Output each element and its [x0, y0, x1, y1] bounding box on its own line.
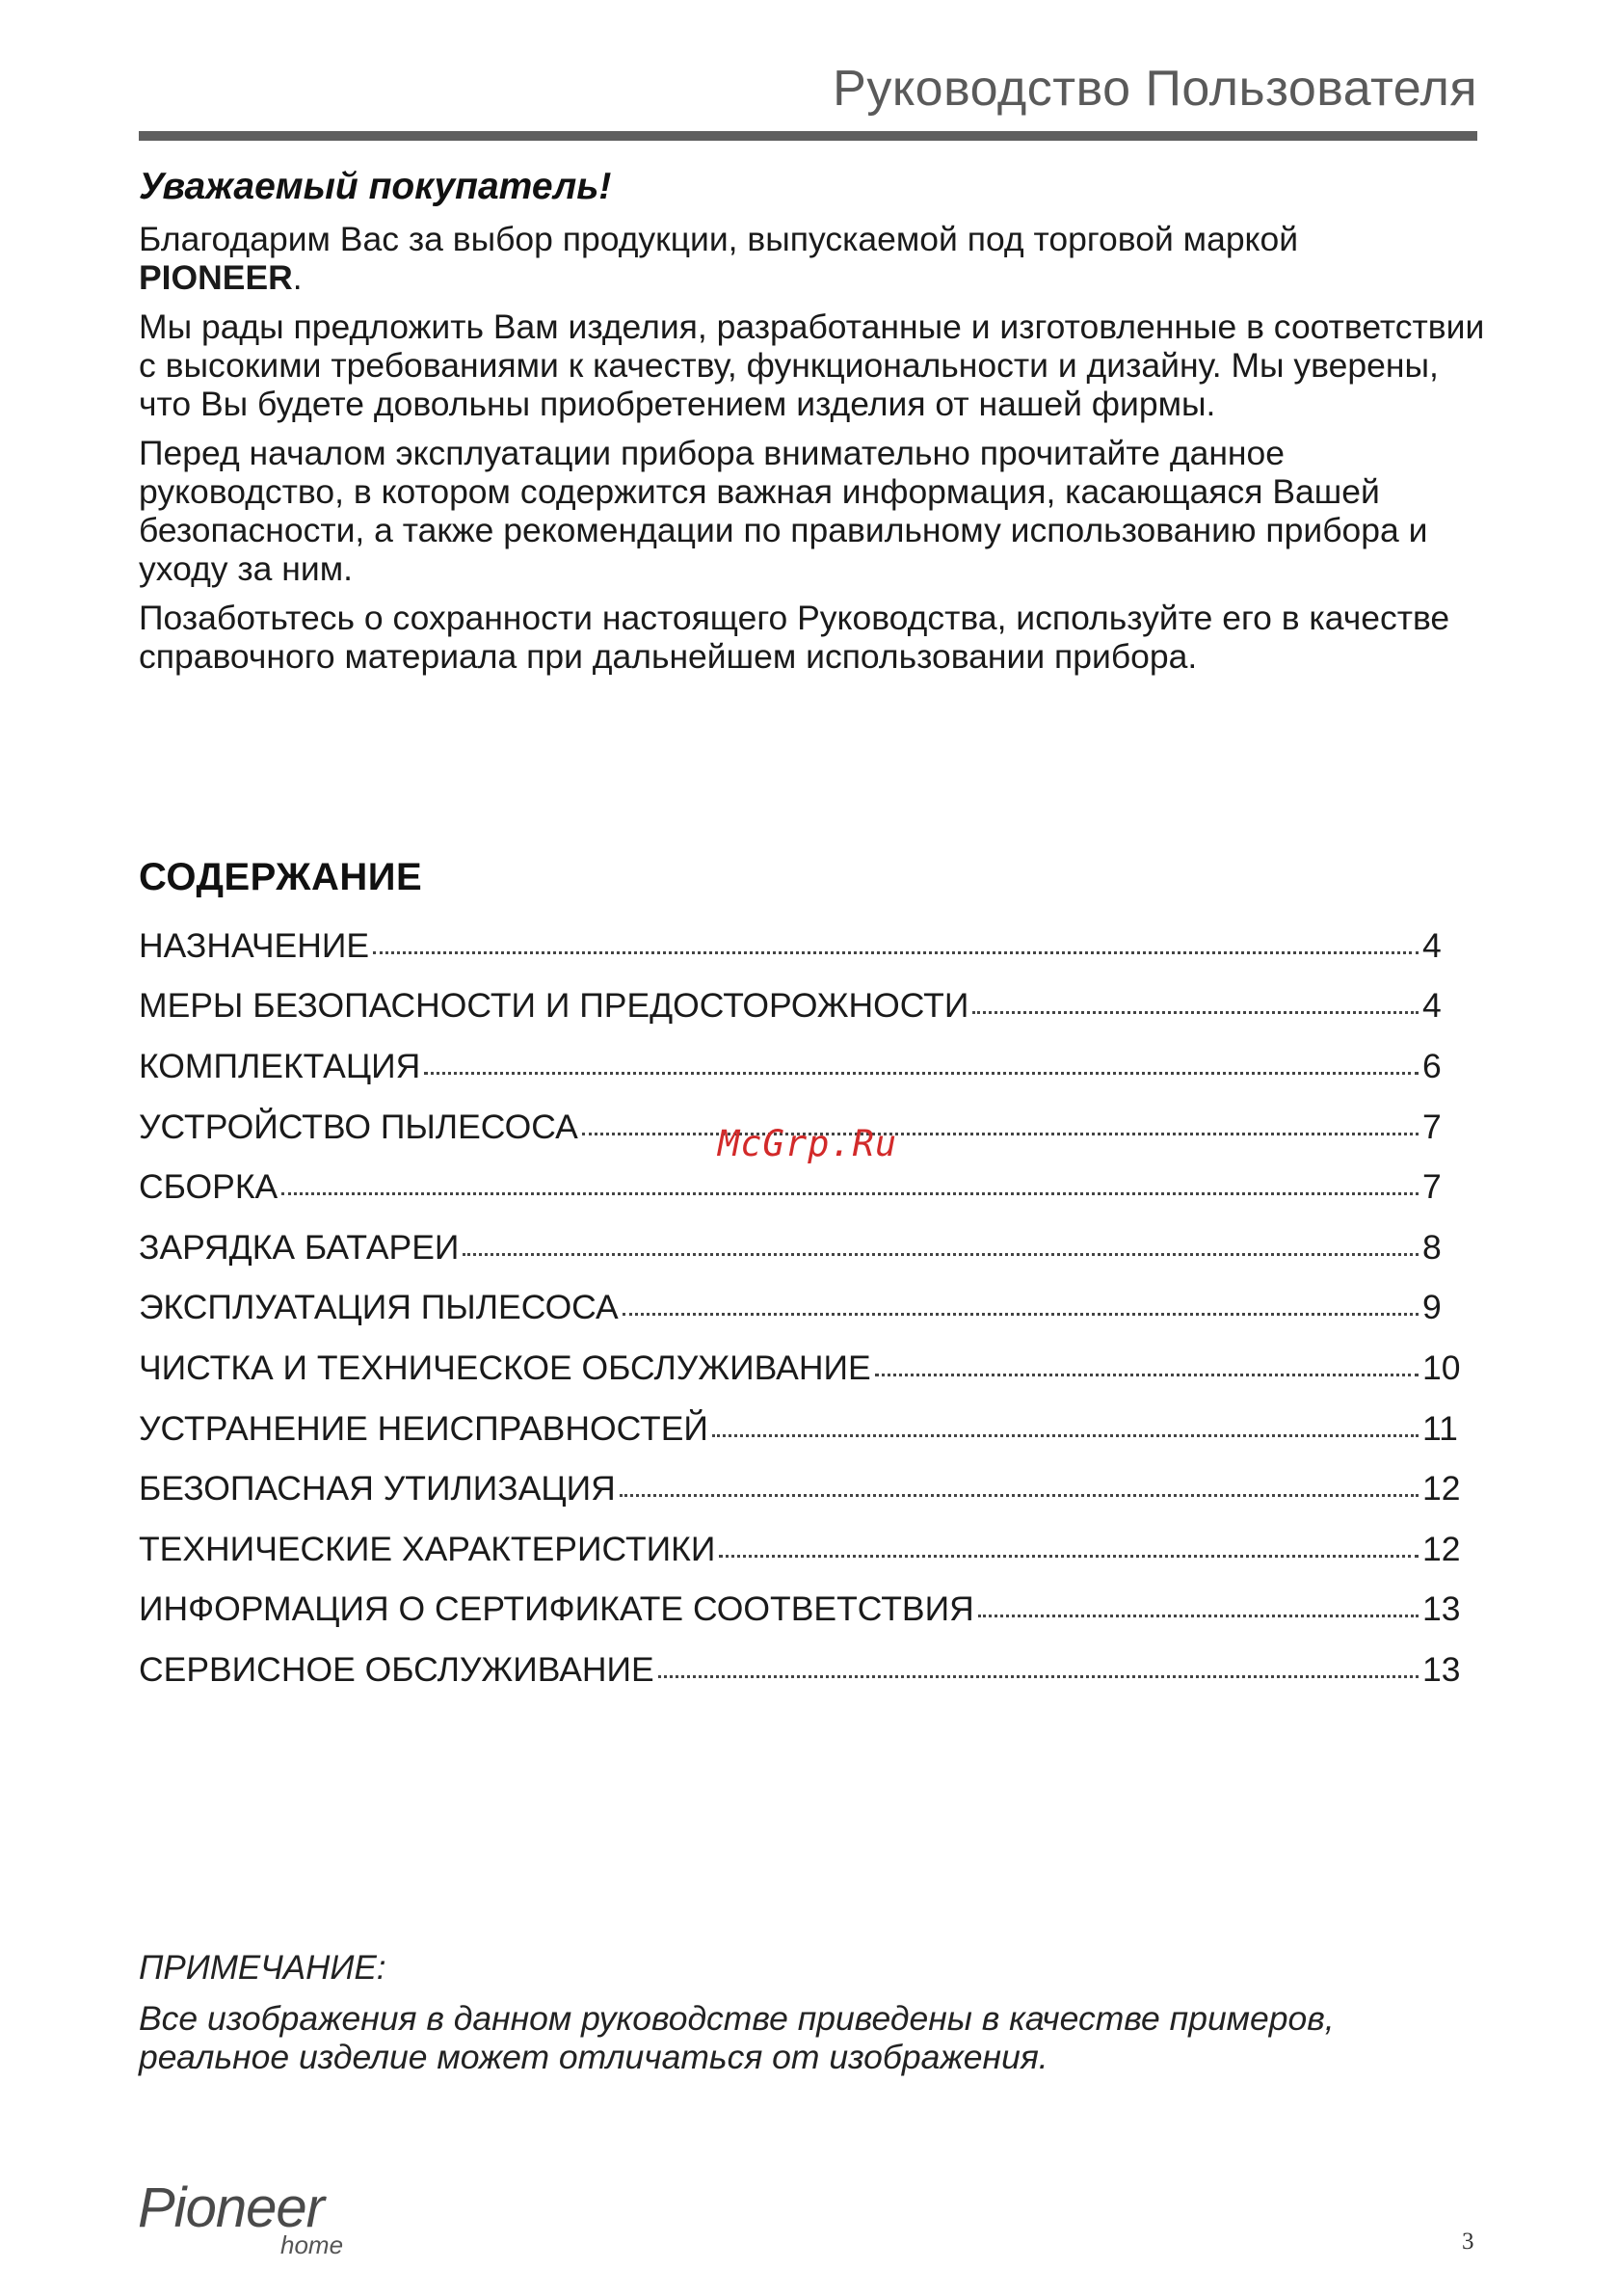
- toc-item[interactable]: [139, 1036, 1469, 1097]
- toc-leader-dots: [424, 1072, 1419, 1075]
- toc-item[interactable]: [139, 1217, 1469, 1278]
- toc-item-page: 11: [1422, 1408, 1458, 1448]
- toc-item-page: 7: [1422, 1107, 1442, 1146]
- toc-item-label: СБОРКА: [139, 1167, 279, 1207]
- intro-paragraph-1: [139, 220, 1488, 297]
- toc-item[interactable]: [139, 976, 1469, 1037]
- page-header-title: Руководство Пользователя: [833, 61, 1477, 117]
- greeting-heading: Уважаемый покупатель!: [139, 166, 612, 207]
- toc-leader-dots: [623, 1313, 1419, 1316]
- header-divider: [139, 131, 1477, 141]
- intro-paragraph-1-end: .: [292, 258, 303, 297]
- toc-leader-dots: [582, 1133, 1419, 1135]
- intro-paragraph-4: Позаботьтесь о сохранности настоящего Руководства, используйте его в качестве справочного материала при дальнейшем использовании прибора.: [139, 599, 1450, 676]
- toc-item-page: 4: [1422, 925, 1442, 965]
- toc-item-label: ЧИСТКА И ТЕХНИЧЕСКОЕ ОБСЛУЖИВАНИЕ: [139, 1348, 871, 1387]
- intro-paragraph-3: Перед началом эксплуатации прибора внимательно прочитайте данное руководство, в котором содержится важная информация, касающаяся Вашей безопасности, а также рекомендации по правильному использованию прибора и уходу за ним.: [139, 434, 1428, 588]
- toc-item[interactable]: [139, 1399, 1469, 1459]
- toc-item[interactable]: [139, 1640, 1469, 1700]
- toc-leader-dots: [373, 951, 1419, 954]
- toc-leader-dots: [658, 1675, 1419, 1678]
- toc-leader-dots: [978, 1615, 1419, 1617]
- watermark: McGrp.Ru: [718, 1123, 898, 1164]
- note-text: Все изображения в данном руководстве приведены в качестве примеров, реальное изделие может отличаться от изображения.: [139, 1999, 1335, 2076]
- toc-item-label: НАЗНАЧЕНИЕ: [139, 925, 370, 965]
- brand-name: PIONEER: [139, 258, 293, 297]
- logo-sub-text: home: [280, 2230, 344, 2259]
- toc-item-label: СЕРВИСНОЕ ОБСЛУЖИВАНИЕ: [139, 1649, 654, 1689]
- toc-leader-dots: [281, 1192, 1419, 1195]
- toc-item-label: ЗАРЯДКА БАТАРЕИ: [139, 1227, 460, 1267]
- table-of-contents: [139, 916, 1469, 1700]
- toc-leader-dots: [712, 1434, 1419, 1437]
- toc-leader-dots: [620, 1494, 1419, 1497]
- toc-item[interactable]: [139, 1580, 1469, 1641]
- toc-item-page: 8: [1422, 1227, 1442, 1267]
- toc-leader-dots: [972, 1011, 1419, 1014]
- toc-item[interactable]: [139, 1458, 1469, 1519]
- toc-item-page: 4: [1422, 986, 1442, 1026]
- toc-item-page: 10: [1422, 1348, 1461, 1387]
- toc-item[interactable]: [139, 1157, 1469, 1217]
- toc-item-label: УСТРАНЕНИЕ НЕИСПРАВНОСТЕЙ: [139, 1408, 708, 1448]
- toc-item-page: 12: [1422, 1469, 1461, 1508]
- toc-item[interactable]: [139, 916, 1469, 976]
- toc-leader-dots: [463, 1253, 1419, 1256]
- toc-item[interactable]: [139, 1519, 1469, 1580]
- toc-item-page: 13: [1422, 1649, 1461, 1689]
- toc-leader-dots: [719, 1555, 1419, 1558]
- intro-text: [139, 220, 1488, 686]
- toc-item-label: МЕРЫ БЕЗОПАСНОСТИ И ПРЕДОСТОРОЖНОСТИ: [139, 986, 969, 1026]
- toc-item[interactable]: [139, 1338, 1469, 1399]
- logo-brand-text: Pioneer: [138, 2176, 324, 2239]
- toc-item-page: 12: [1422, 1529, 1461, 1568]
- toc-item-page: 9: [1422, 1288, 1442, 1327]
- toc-item-label: БЕЗОПАСНАЯ УТИЛИЗАЦИЯ: [139, 1469, 616, 1508]
- toc-item-page: 13: [1422, 1589, 1461, 1629]
- toc-item-label: ЭКСПЛУАТАЦИЯ ПЫЛЕСОСА: [139, 1288, 619, 1327]
- intro-paragraph-1-text: Благодарим Вас за выбор продукции, выпускаемой под торговой маркой: [139, 220, 1299, 258]
- intro-paragraph-2: Мы рады предложить Вам изделия, разработанные и изготовленные в соответствии с высокими требованиями к качеству, функциональности и дизайну. Мы уверены, что Вы будете довольны приобретением изделия от нашей фирмы.: [139, 307, 1485, 423]
- toc-item-page: 6: [1422, 1046, 1442, 1085]
- toc-item[interactable]: [139, 1278, 1469, 1339]
- toc-item-label: УСТРОЙСТВО ПЫЛЕСОСА: [139, 1107, 578, 1146]
- toc-heading: СОДЕРЖАНИЕ: [139, 856, 423, 898]
- pioneer-home-logo: [138, 2173, 369, 2259]
- note-label: ПРИМЕЧАНИЕ:: [139, 1949, 386, 1987]
- toc-item-label: КОМПЛЕКТАЦИЯ: [139, 1046, 421, 1085]
- page-number: 3: [1462, 2229, 1474, 2255]
- toc-item-label: ИНФОРМАЦИЯ О СЕРТИФИКАТЕ СООТВЕТСТВИЯ: [139, 1589, 974, 1629]
- toc-item-page: 7: [1422, 1167, 1442, 1207]
- toc-item-label: ТЕХНИЧЕСКИЕ ХАРАКТЕРИСТИКИ: [139, 1529, 716, 1568]
- toc-leader-dots: [875, 1374, 1419, 1376]
